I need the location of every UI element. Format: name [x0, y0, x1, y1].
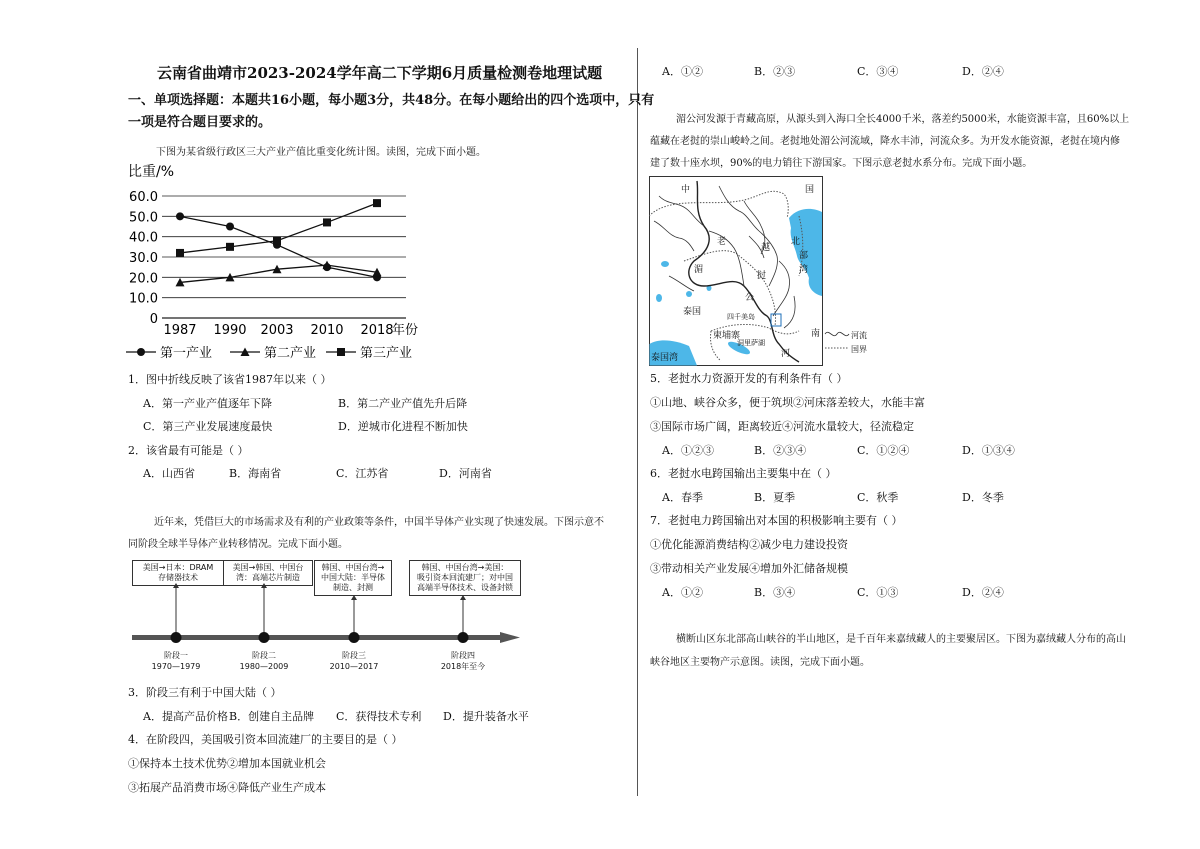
map-label-tonle-sap: 洞里萨湖: [737, 339, 765, 347]
stage-1-name: 阶段一: [164, 651, 188, 660]
q5-option-b[interactable]: B．②③④: [754, 444, 807, 457]
q2-stem: 2．该省最有可能是（ ）: [128, 444, 249, 457]
chart-xlabel: 年份: [392, 323, 419, 338]
map-label-mekong-2: 公: [745, 293, 755, 303]
page-title: 云南省曲靖市2023-2024学年高二下学期6月质量检测卷地理试题: [157, 64, 603, 82]
chart-y-tick-label: 20.0: [129, 271, 158, 287]
timeline-box-1-line1: 美国→日本：DRAM: [142, 563, 214, 572]
chart-ylabel: 比重/%: [128, 164, 175, 180]
q5-option-c[interactable]: C．①②④: [857, 444, 910, 457]
semiconductor-timeline: [128, 556, 523, 676]
stage-1-years: 1970—1979: [151, 662, 201, 671]
chart-x-ticks: [163, 322, 418, 338]
stage-4-label: [433, 650, 493, 672]
map-label-vietnam-1: 越: [761, 243, 771, 253]
chart-point-s3-4: [323, 218, 331, 226]
timeline-box-4-line3: 高端半导体技术、设备封锁: [417, 583, 513, 592]
chart-x-tick-label: 1990: [213, 323, 247, 338]
q4-option-a[interactable]: A．①②: [662, 65, 703, 78]
chart-point-s3-5: [373, 199, 381, 207]
chart-legend-label-2: 第二产业: [264, 346, 317, 361]
industry-share-chart: [120, 158, 440, 363]
stage-2-years: 1980—2009: [239, 662, 289, 671]
q6-option-a[interactable]: A．春季: [662, 491, 703, 504]
q4-option-c[interactable]: C．③④: [857, 65, 899, 78]
q7-option-c[interactable]: C．①③: [857, 586, 899, 599]
timeline-box-2-line2: 湾：高端芯片制造: [236, 573, 300, 582]
timeline-box-3-line2: 中国大陆：半导体: [321, 573, 385, 582]
q5-stem: 5．老挝水力资源开发的有利条件有（ ）: [650, 372, 848, 385]
map-label-vietnam-2: 南: [811, 329, 821, 339]
chart-series: [176, 199, 382, 286]
q4-option-b[interactable]: B．②③: [754, 65, 796, 78]
stage-2-name: 阶段二: [252, 651, 276, 660]
q3-option-a[interactable]: A．提高产品价格: [143, 710, 228, 723]
q2-option-b[interactable]: B．海南省: [229, 467, 282, 480]
q3-stem: 3．阶段三有利于中国大陆（ ）: [128, 686, 282, 699]
q7-option-d[interactable]: D．②④: [962, 586, 1004, 599]
chart-y-tick-label: 30.0: [129, 251, 158, 266]
q6-option-c[interactable]: C．秋季: [857, 491, 899, 504]
chart-y-tick-label: 60.0: [129, 190, 158, 205]
map-label-china-2: 国: [805, 185, 815, 195]
timeline-box-1-line2: 存储器技术: [158, 573, 198, 582]
chart-grid: [162, 196, 406, 318]
map-label-china-1: 中: [681, 185, 691, 195]
chart-x-tick-label: 1987: [163, 323, 197, 338]
q1-option-c[interactable]: C．第三产业发展速度最快: [143, 420, 273, 433]
q7-option-b[interactable]: B．③④: [754, 586, 796, 599]
timeline-box-4-line2: 吸引资本回流建厂；对中国: [417, 573, 513, 582]
q5-option-d[interactable]: D．①③④: [962, 444, 1015, 457]
map-label-sipandon: 四千美岛: [727, 313, 755, 321]
q6-option-d[interactable]: D．冬季: [962, 491, 1004, 504]
timeline-dot-1: [171, 632, 182, 643]
chart-x-tick-label: 2003: [260, 323, 294, 338]
timeline-dot-3: [349, 632, 360, 643]
intro-2-line1: 近年来，凭借巨大的市场需求及有利的产业政策等条件，中国半导体产业实现了快速发展。下图示意不: [154, 517, 604, 528]
intro-1: 下图为某省级行政区三大产业产值比重变化统计图。读图，完成下面小题。: [156, 147, 486, 158]
stage-4-years: 2018年至今: [440, 662, 486, 671]
chart-point-s3-1: [176, 249, 184, 257]
q2-option-c[interactable]: C．江苏省: [336, 467, 389, 480]
q3-option-d[interactable]: D．提升装备水平: [443, 710, 529, 723]
map-label-cambodia: 柬埔寨: [713, 331, 741, 341]
q4-statement-2: ③拓展产品消费市场④降低产业生产成本: [128, 781, 326, 794]
q1-stem: 1．图中折线反映了该省1987年以来（ ）: [128, 373, 332, 386]
q2-option-d[interactable]: D．河南省: [439, 467, 492, 480]
q7-statement-2: ③带动相关产业发展④增加外汇储备规模: [650, 562, 848, 575]
q1-option-d[interactable]: D．逆城市化进程不断加快: [338, 420, 468, 433]
chart-point-s3-3: [273, 237, 281, 245]
q4-stem: 4．在阶段四，美国吸引资本回流建厂的主要目的是（ ）: [128, 733, 403, 746]
timeline-box-3-line1: 韩国、中国台湾→: [321, 563, 385, 572]
stage-3-label: [324, 650, 384, 672]
chart-x-tick-label: 2018: [360, 323, 394, 338]
column-divider: [637, 48, 638, 796]
map-label-laos-2: 挝: [757, 271, 767, 281]
intro-4-line1: 横断山区东北部高山峡谷的半山地区，是千百年来嘉绒藏人的主要聚居区。下图为嘉绒藏人分布的高山: [676, 634, 1126, 645]
map-label-mekong-1: 湄: [694, 265, 704, 275]
chart-x-tick-label: 2010: [310, 323, 344, 338]
chart-point-s1-1: [176, 212, 184, 220]
map-label-gulf-3: 湾: [799, 265, 809, 275]
intro-2-line2: 同阶段全球半导体产业转移情况。完成下面小题。: [128, 539, 348, 550]
timeline-dot-2: [259, 632, 270, 643]
chart-legend-label-1: 第一产业: [160, 346, 213, 361]
intro-3-line2: 蕴藏在老挝的崇山峻岭之间。老挝地处湄公河流域，降水丰沛，河流众多。为开发水能资源，老挝在境内修: [650, 136, 1120, 147]
chart-y-tick-label: 50.0: [129, 210, 158, 226]
timeline-box-3-line3: 制造、封测: [333, 583, 373, 592]
chart-y-ticks: [129, 190, 158, 327]
map-label-mekong-3: 河: [781, 349, 791, 359]
chart-y-tick-label: 40.0: [129, 230, 158, 246]
q6-stem: 6．老挝水电跨国输出主要集中在（ ）: [650, 467, 837, 480]
timeline-box-2-line1: 美国→韩国、中国台: [232, 563, 304, 572]
map-label-gulf-of-thailand: 泰国湾: [651, 353, 679, 363]
chart-point-s1-2: [226, 223, 234, 231]
timeline-dot-4: [458, 632, 469, 643]
intro-3-line1: 湄公河发源于青藏高原，从源头到入海口全长4000千米，落差约5000米，水能资源丰富，且60%以上: [676, 114, 1130, 125]
stage-2-label: [234, 650, 294, 672]
chart-legend-label-3: 第三产业: [360, 346, 413, 361]
map-label-laos-1: 老: [717, 237, 727, 247]
map-label-gulf-2: 部: [799, 251, 809, 261]
intro-3-line3: 建了数十座水坝，90%的电力销往下游国家。下图示意老挝水系分布。完成下面小题。: [650, 158, 1033, 169]
q5-statement-1: ①山地、峡谷众多，便于筑坝②河床落差较大，水能丰富: [650, 396, 925, 409]
map-legend-river: 河流: [851, 331, 867, 340]
q3-option-b[interactable]: B．创建自主品牌: [229, 710, 315, 723]
q4-statement-1: ①保持本土技术优势②增加本国就业机会: [128, 757, 326, 770]
map-label-thailand: 泰国: [683, 307, 702, 317]
q5-statement-2: ③国际市场广阔，距离较近④河流水量较大，径流稳定: [650, 420, 914, 433]
q7-statement-1: ①优化能源消费结构②减少电力建设投资: [650, 538, 848, 551]
q7-option-a[interactable]: A．①②: [662, 586, 703, 599]
q7-stem: 7．老挝电力跨国输出对本国的积极影响主要有（ ）: [650, 514, 903, 527]
map-label-gulf-1: 北: [791, 237, 801, 247]
map-legend-border: 国界: [851, 345, 867, 354]
laos-river-map: [649, 176, 871, 366]
chart-legend: [126, 345, 412, 361]
timeline-box-4-line1: 韩国、中国台湾→美国：: [421, 563, 509, 572]
q1-option-a[interactable]: A．第一产业产值逐年下降: [143, 397, 272, 410]
section-heading-line1: 一、单项选择题：本题共16小题，每小题3分，共48分。在每小题给出的四个选项中，只有: [128, 93, 655, 108]
timeline-axis: [128, 556, 523, 656]
chart-y-tick-label: 10.0: [129, 291, 158, 307]
q3-option-c[interactable]: C．获得技术专利: [336, 710, 422, 723]
q2-option-a[interactable]: A．山西省: [143, 467, 195, 480]
stage-3-name: 阶段三: [342, 651, 366, 660]
intro-4-line2: 峡谷地区主要物产示意图。读图，完成下面小题。: [650, 657, 870, 668]
section-heading: [128, 90, 654, 134]
chart-point-s3-2: [226, 243, 234, 251]
q5-option-a[interactable]: A．①②③: [662, 444, 714, 457]
q6-option-b[interactable]: B．夏季: [754, 491, 796, 504]
chart-legend-marker-1: [137, 348, 145, 356]
q4-option-d[interactable]: D．②④: [962, 65, 1004, 78]
stage-1-label: [146, 650, 206, 672]
chart-y-tick-label: 0: [149, 312, 158, 327]
chart-legend-marker-3: [337, 348, 345, 356]
stage-3-years: 2010—2017: [329, 662, 379, 671]
q1-option-b[interactable]: B．第二产业产值先升后降: [338, 397, 468, 410]
stage-4-name: 阶段四: [451, 651, 475, 660]
section-heading-line2: 一项是符合题目要求的。: [128, 115, 272, 130]
